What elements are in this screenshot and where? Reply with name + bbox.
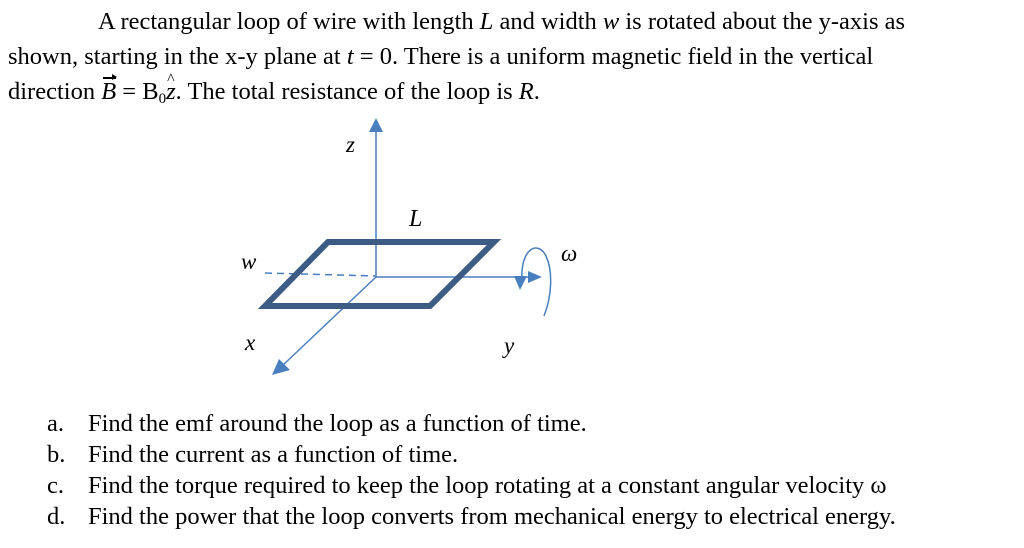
symbol-R: R: [518, 78, 534, 105]
question-item-d: [47, 501, 896, 532]
question-text: Find the power that the loop converts from mechanical energy to electrical energy.: [88, 503, 896, 530]
x-axis: [282, 277, 376, 366]
unit-vector-z: ^ z: [166, 74, 176, 109]
problem-text: and width: [493, 8, 603, 35]
wire-loop: [265, 242, 494, 306]
label-x: x: [245, 330, 256, 355]
symbol-L: L: [479, 8, 494, 35]
label-L: L: [409, 206, 423, 232]
subscript-zero: 0: [158, 91, 167, 107]
problem-text: . The total resistance of the loop is: [175, 78, 519, 105]
label-w: w: [241, 249, 257, 274]
problem-text: .: [533, 78, 540, 105]
problem-text: A rectangular loop of wire with length: [98, 8, 480, 35]
problem-text: = 0. There is a uniform magnetic field in the vertical: [353, 43, 874, 70]
question-marker: d.: [47, 503, 66, 530]
problem-text: shown, starting in the x-y plane at: [8, 43, 347, 70]
equation-text: = B: [116, 78, 159, 105]
z-axis-arrowhead: [369, 118, 383, 132]
y-axis-arrowhead: [528, 271, 542, 283]
rotation-arrowhead: [514, 276, 527, 290]
vector-B: B: [101, 74, 116, 109]
problem-text: direction: [8, 78, 102, 105]
symbol-w: w: [602, 8, 620, 35]
label-z: z: [346, 132, 355, 157]
question-marker: b.: [47, 441, 66, 468]
question-marker: a.: [47, 410, 64, 437]
question-item-c: [47, 470, 896, 501]
question-text: Find the current as a function of time.: [88, 441, 459, 468]
label-y: y: [504, 333, 515, 358]
question-marker: c.: [47, 472, 64, 499]
question-text: Find the torque required to keep the loop rotating at a constant angular velocity ω: [88, 472, 887, 499]
problem-text: is rotated about the y-axis as: [619, 8, 906, 35]
question-item-b: [47, 439, 896, 470]
rotation-arrow: [522, 248, 551, 316]
question-text: Find the emf around the loop as a function of time.: [88, 410, 587, 437]
question-item-a: [47, 408, 896, 439]
question-list: [47, 408, 896, 532]
label-omega: ω: [561, 241, 578, 266]
w-dashed-line: [265, 273, 376, 276]
symbol-t: t: [346, 43, 354, 70]
